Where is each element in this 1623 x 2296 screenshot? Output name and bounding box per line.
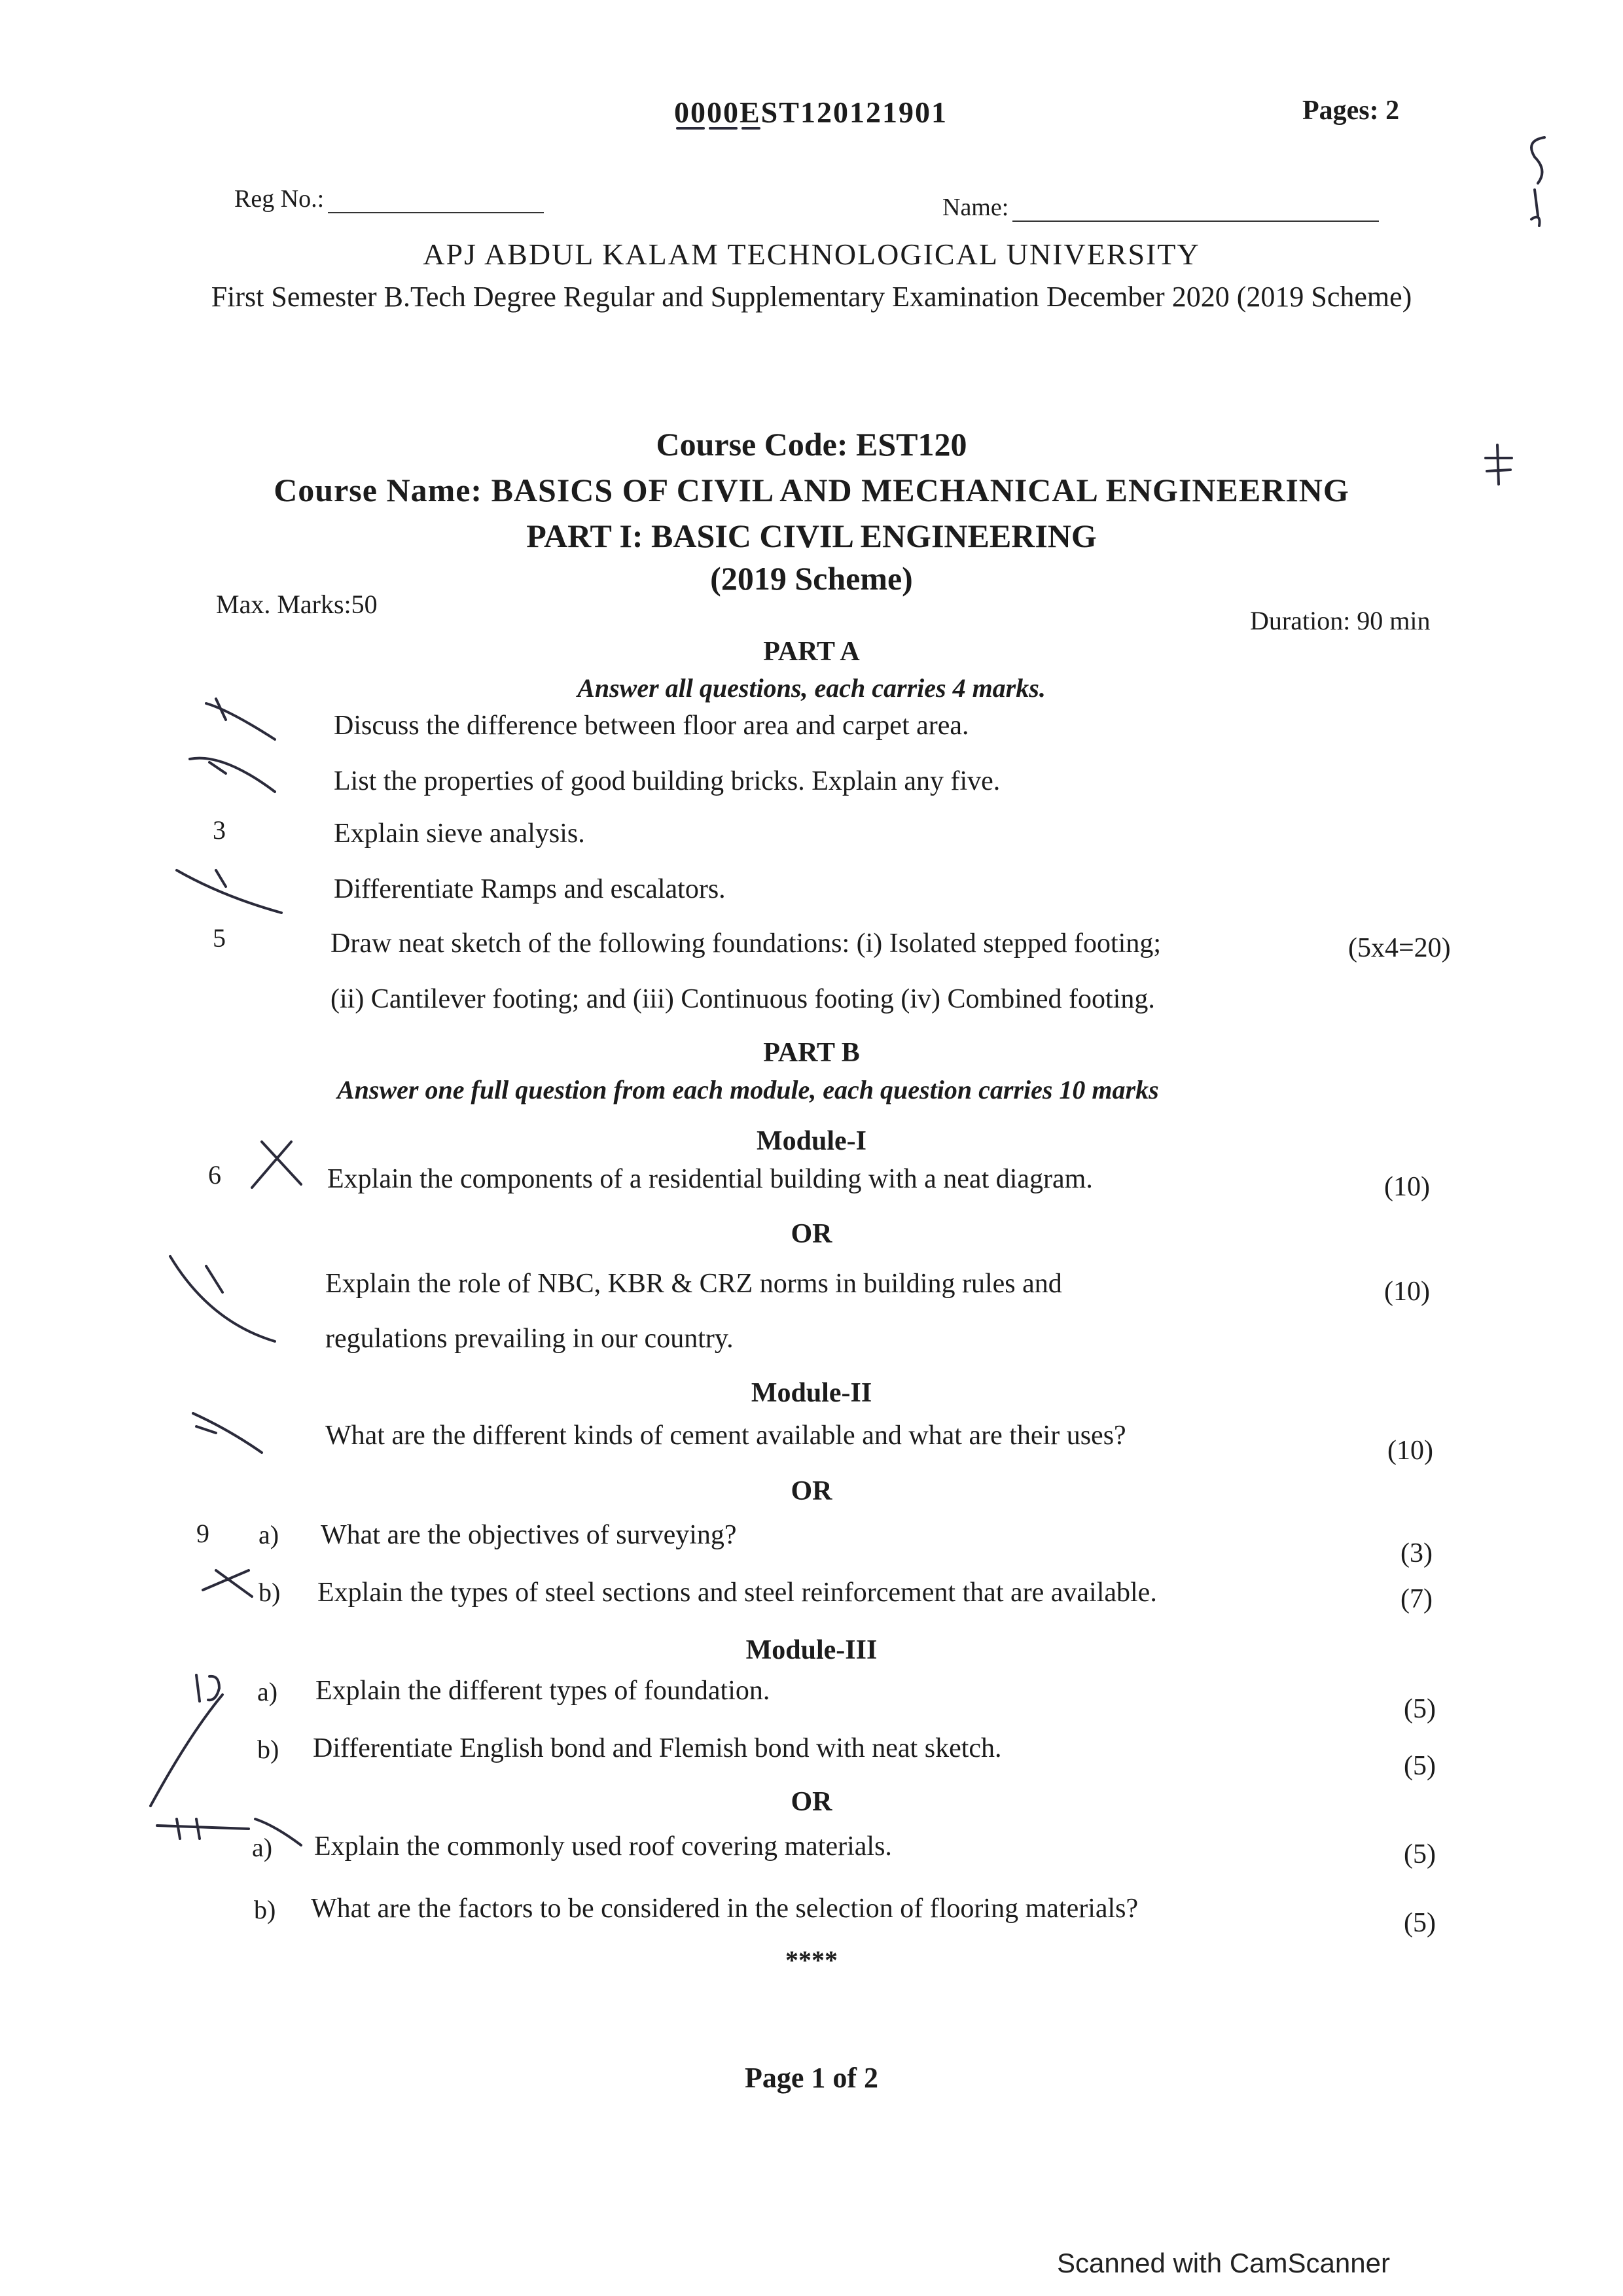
or-divider-2: OR [791,1476,832,1506]
question-9-number: 9 [196,1519,209,1548]
part-title: PART I: BASIC CIVIL ENGINEERING [526,518,1097,554]
question-7-line1: Explain the role of NBC, KBR & CRZ norms in building rules and [325,1269,1062,1299]
question-1: Discuss the difference between floor area and carpet area. [334,711,969,741]
question-10a-label: a) [257,1677,278,1706]
margin-mark-course [1486,445,1512,484]
name-label: Name: [942,194,1009,221]
question-7-marks: (10) [1384,1277,1430,1307]
question-9a: What are the objectives of surveying? [321,1520,737,1550]
reg-no-label: Reg No.: [234,185,325,213]
or-divider-1: OR [791,1219,832,1249]
question-7-line2: regulations prevailing in our country. [325,1324,734,1354]
or-divider-3: OR [791,1787,832,1817]
slash-q10 [151,1695,223,1806]
question-9b: Explain the types of steel sections and steel reinforcement that are available. [317,1578,1157,1608]
max-marks: Max. Marks:50 [216,590,378,619]
cross-q6 [252,1142,301,1188]
question-6: Explain the components of a residential building with a neat diagram. [327,1164,1093,1194]
scheme: (2019 Scheme) [710,560,913,597]
tick-q1 [206,699,275,739]
question-4: Differentiate Ramps and escalators. [334,874,726,904]
question-10b-marks: (5) [1404,1751,1436,1781]
tick-q7 [170,1256,275,1341]
cross-q9b [203,1570,252,1597]
question-11b-marks: (5) [1404,1908,1436,1938]
question-5-line2: (ii) Cantilever footing; and (iii) Continuous footing (iv) Combined footing. [330,984,1155,1014]
question-9b-label: b) [259,1578,281,1607]
question-11a: Explain the commonly used roof covering materials. [314,1831,892,1862]
part-a-instruction: Answer all questions, each carries 4 marks. [577,673,1046,703]
question-10b-label: b) [257,1735,279,1764]
tick-q4 [177,870,281,913]
question-2: List the properties of good building bricks. Explain any five. [334,766,1001,796]
question-11a-label: a) [252,1833,273,1862]
part-b-heading: PART B [763,1038,860,1068]
question-8-marks: (10) [1387,1436,1433,1466]
question-11a-marks: (5) [1404,1839,1436,1869]
question-5-number: 5 [213,923,226,953]
q10-number-mark [196,1675,219,1701]
question-3-number: 3 [213,815,226,845]
question-9a-marks: (3) [1400,1538,1433,1568]
question-6-number: 6 [208,1160,221,1190]
question-5-line1: Draw neat sketch of the following foundations: (i) Isolated stepped footing; [330,928,1162,959]
question-9b-marks: (7) [1400,1584,1433,1614]
question-10a-marks: (5) [1404,1694,1436,1724]
page-footer: Page 1 of 2 [744,2062,879,2094]
page-count: Pages: 2 [1302,96,1400,126]
question-9a-label: a) [259,1520,279,1549]
course-name: Course Name: BASICS OF CIVIL AND MECHANICAL ENGINEERING [274,472,1349,508]
question-11b: What are the factors to be considered in the selection of flooring materials? [311,1894,1139,1924]
question-8: What are the different kinds of cement available and what are their uses? [325,1421,1126,1451]
question-10a: Explain the different types of foundation. [315,1676,770,1706]
university-name: APJ ABDUL KALAM TECHNOLOGICAL UNIVERSITY [423,238,1200,271]
module-2-heading: Module-II [751,1378,872,1408]
question-11b-label: b) [254,1895,276,1924]
module-1-heading: Module-I [757,1126,866,1156]
question-3: Explain sieve analysis. [334,819,585,849]
course-code: Course Code: EST120 [656,426,967,463]
exam-title: First Semester B.Tech Degree Regular and Supplementary Examination December 2020 (2019 Scheme) [211,281,1412,313]
question-6-marks: (10) [1384,1172,1430,1202]
tick-q2 [190,758,275,792]
mark-q11 [157,1819,301,1845]
paper-code: 0000EST120121901 [674,96,948,129]
duration: Duration: 90 min [1250,606,1431,635]
question-10b: Differentiate English bond and Flemish bond with neat sketch. [313,1733,1002,1763]
part-a-marks: (5x4=20) [1348,933,1451,963]
margin-mark-top-right [1531,137,1544,226]
tick-q8 [193,1413,262,1453]
part-a-heading: PART A [763,637,860,667]
part-b-instruction: Answer one full question from each module, each question carries 10 marks [337,1075,1159,1104]
scanner-watermark: Scanned with CamScanner [1057,2248,1390,2278]
end-marker: **** [785,1945,838,1975]
module-3-heading: Module-III [745,1635,878,1665]
